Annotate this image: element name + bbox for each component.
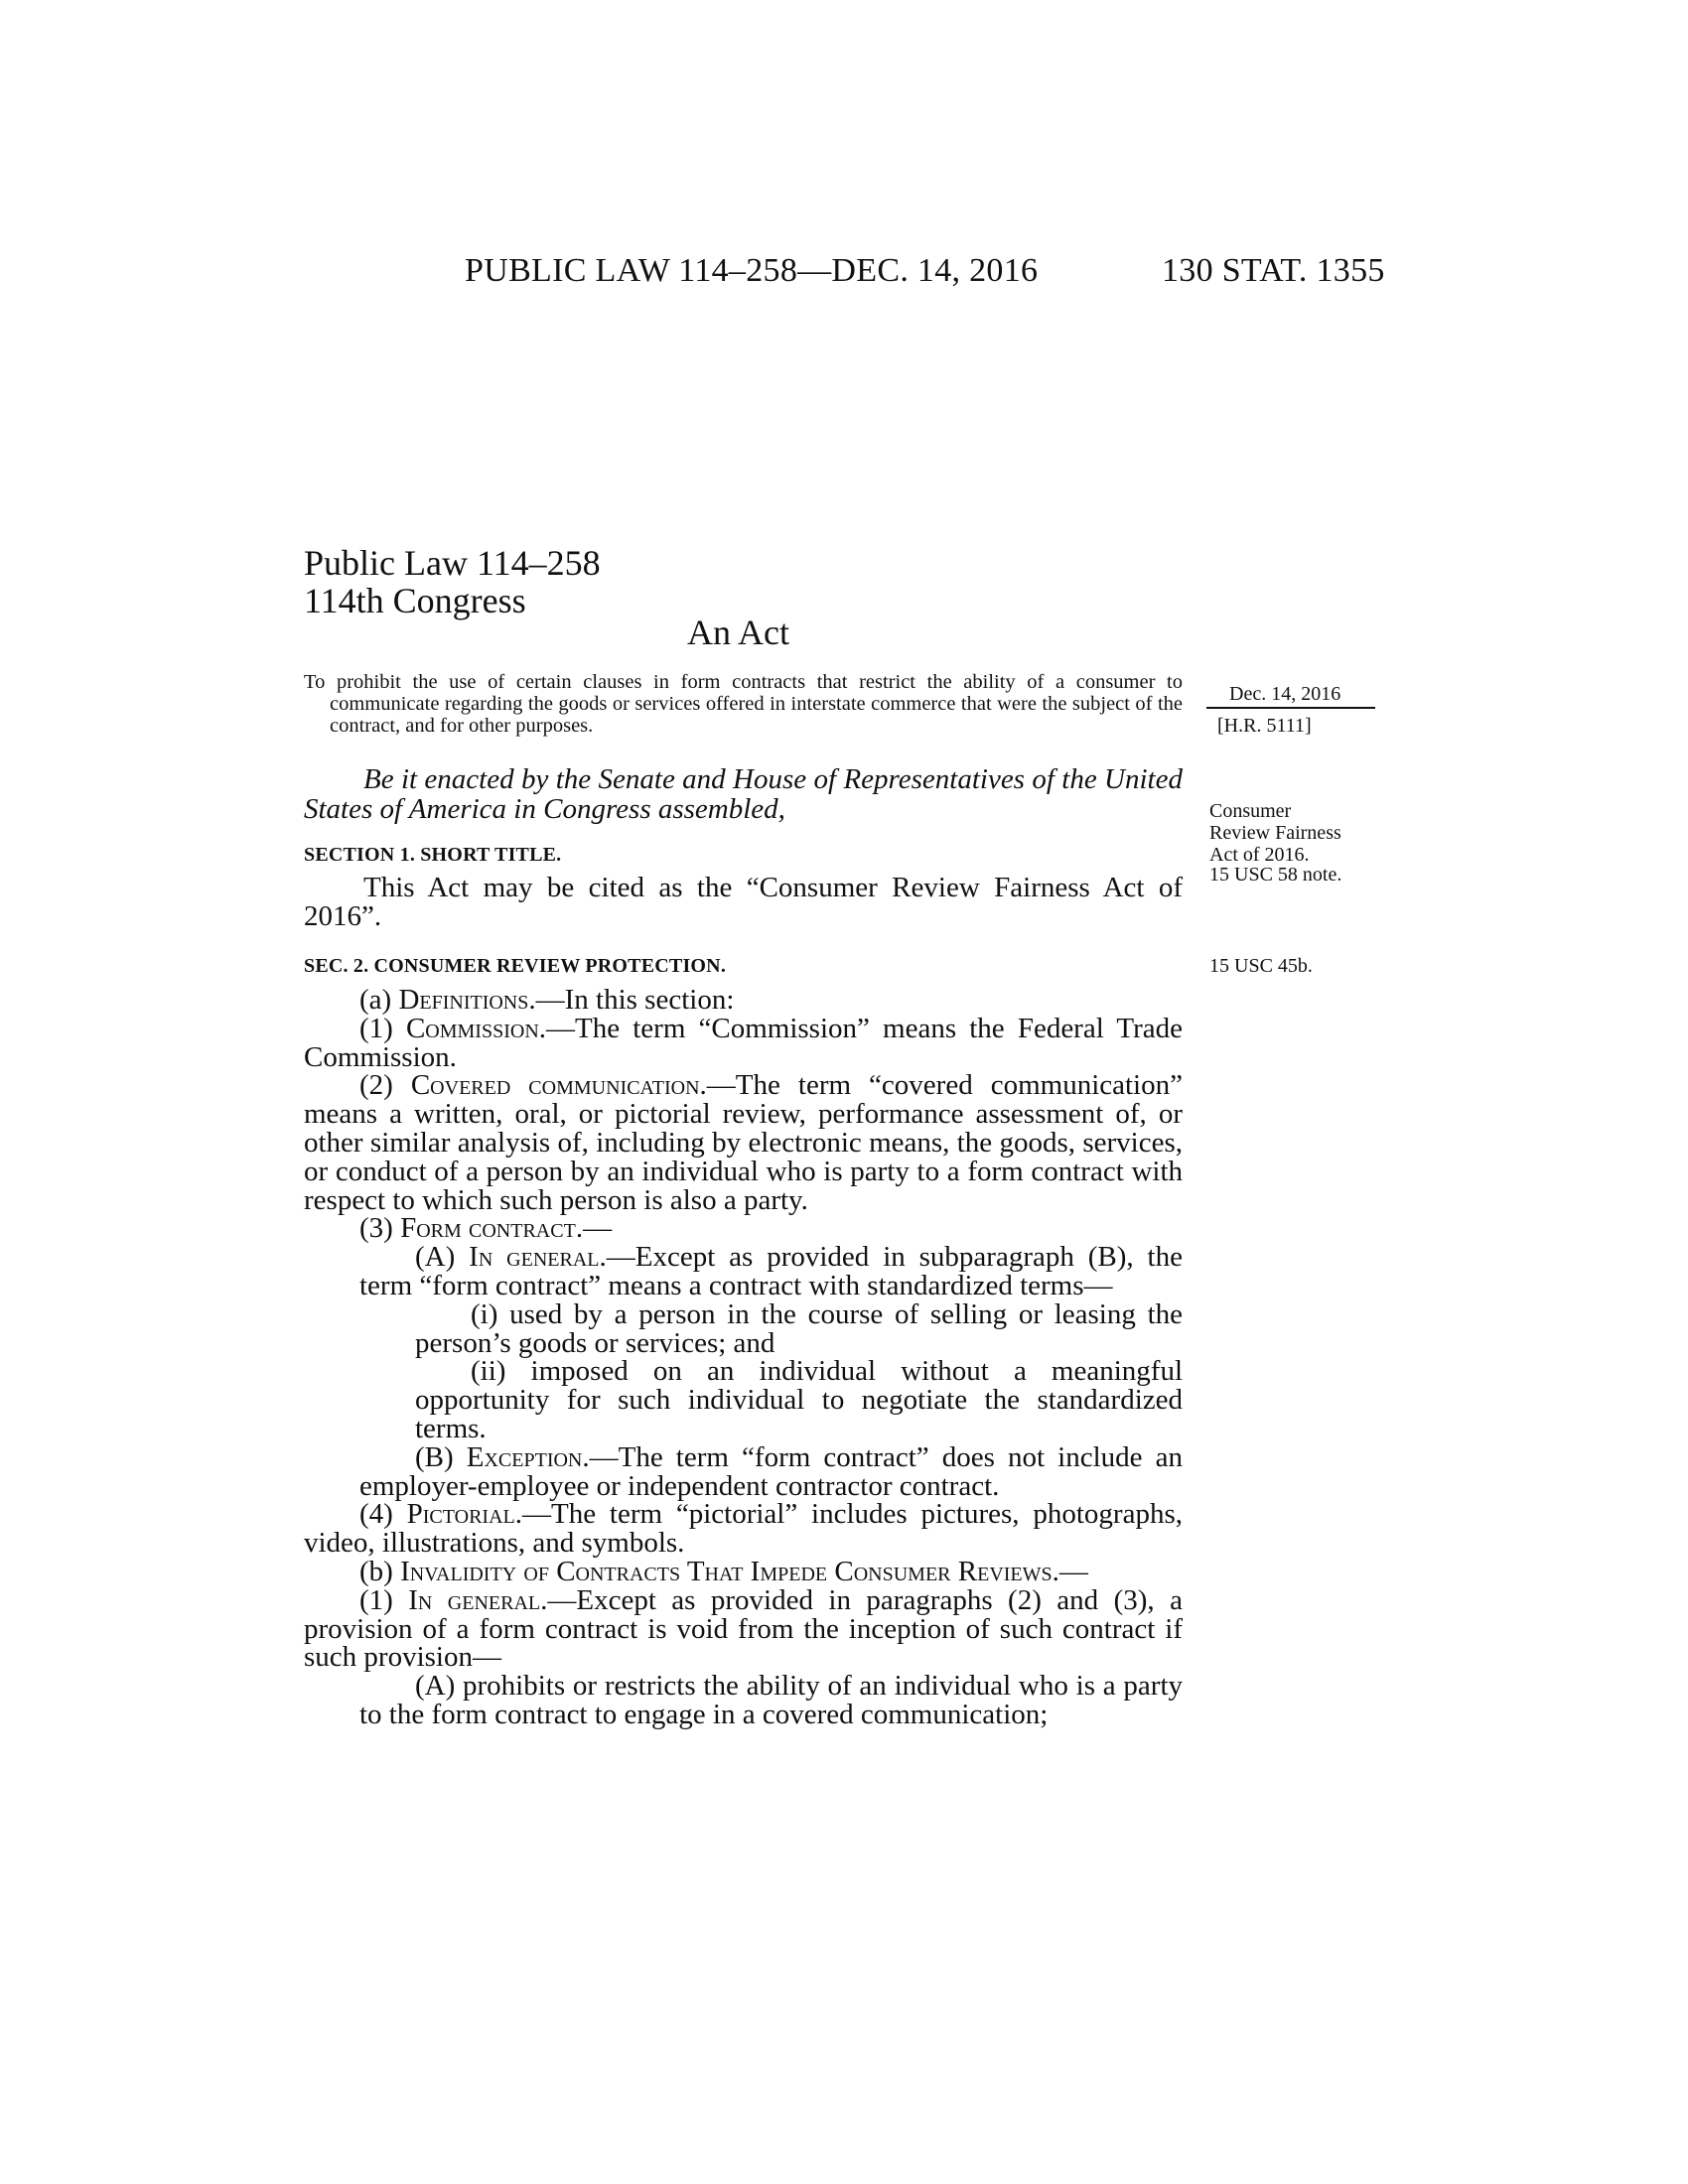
act-title: An Act bbox=[687, 613, 789, 652]
margin-note-usc-58: 15 USC 58 note. bbox=[1209, 864, 1342, 886]
margin-note-short-title-3: Act of 2016. bbox=[1209, 844, 1310, 866]
paragraph-a4: (4) Pictorial.—The term “pictorial” includes pictures, photographs, video, illustrations, and symbols. bbox=[304, 1498, 1183, 1560]
subsection-b: (b) Invalidity of Contracts That Impede Consumer Reviews.— bbox=[359, 1555, 1088, 1587]
paragraph-a1: (1) Commission.—The term “Commission” means the Federal Trade Commission. bbox=[304, 1012, 1183, 1073]
margin-divider bbox=[1206, 707, 1375, 709]
running-header-stat-page: 130 STAT. 1355 bbox=[1162, 252, 1385, 289]
clause-a3Aii: (ii) imposed on an individual without a meaningful opportunity for such individual to negotiate the standardized terms. bbox=[415, 1355, 1183, 1444]
margin-note-usc-45b: 15 USC 45b. bbox=[1209, 955, 1313, 977]
subparagraph-a3B: (B) Exception.—The term “form contract” does not include an employer-employee or independent contractor contract. bbox=[359, 1440, 1183, 1502]
purpose-text: To prohibit the use of certain clauses in form contracts that restrict the ability of a consumer to communicate regarding the goods or services offered in interstate commerce that were the subject of the contract, and for other purposes. bbox=[304, 671, 1183, 737]
subsection-a: (a) Definitions.—In this section: bbox=[359, 984, 735, 1016]
subparagraph-b1A: (A) prohibits or restricts the ability of an individual who is a party to the form contract to engage in a covered communication; bbox=[359, 1670, 1183, 1730]
public-law-number: Public Law 114–258 bbox=[304, 543, 601, 583]
margin-note-date: Dec. 14, 2016 bbox=[1229, 683, 1341, 705]
enacting-clause-text: Be it enacted by the Senate and House of Representatives of the United States of America in Congress assembled, bbox=[304, 763, 1183, 825]
margin-note-bill-number: [H.R. 5111] bbox=[1217, 715, 1312, 737]
section-2-heading: SEC. 2. CONSUMER REVIEW PROTECTION. bbox=[304, 955, 727, 977]
purpose-statement bbox=[304, 671, 1183, 737]
paragraph-a2: (2) Covered communication.—The term “covered communication” means a written, oral, or pictorial review, performance assessment of, or other similar analysis of, including by electronic means, the goods, services, or conduct of a person by an individual who is party to a form contract with respect to which such person is also a party. bbox=[304, 1069, 1183, 1216]
margin-note-short-title-1: Consumer bbox=[1209, 800, 1292, 822]
margin-note-short-title-2: Review Fairness bbox=[1209, 822, 1341, 844]
enacting-clause bbox=[304, 764, 1183, 824]
section-2-body bbox=[304, 986, 1183, 1729]
running-header-law-date: PUBLIC LAW 114–258—DEC. 14, 2016 bbox=[465, 252, 1039, 289]
congress-number: 114th Congress bbox=[304, 581, 526, 620]
section-1-body bbox=[304, 874, 1183, 931]
paragraph-b1: (1) In general.—Except as provided in paragraphs (2) and (3), a provision of a form contract is void from the inception of such contract if such provision— bbox=[304, 1583, 1183, 1674]
paragraph-a3: (3) Form contract.— bbox=[359, 1212, 613, 1245]
section-1-text: This Act may be cited as the “Consumer Review Fairness Act of 2016”. bbox=[304, 872, 1183, 932]
subparagraph-a3A: (A) In general.—Except as provided in subparagraph (B), the term “form contract” means a contract with standardized terms— bbox=[359, 1241, 1183, 1301]
clause-a3Ai: (i) used by a person in the course of selling or leasing the person’s goods or services; and bbox=[415, 1297, 1183, 1359]
section-1-heading: SECTION 1. SHORT TITLE. bbox=[304, 844, 562, 866]
